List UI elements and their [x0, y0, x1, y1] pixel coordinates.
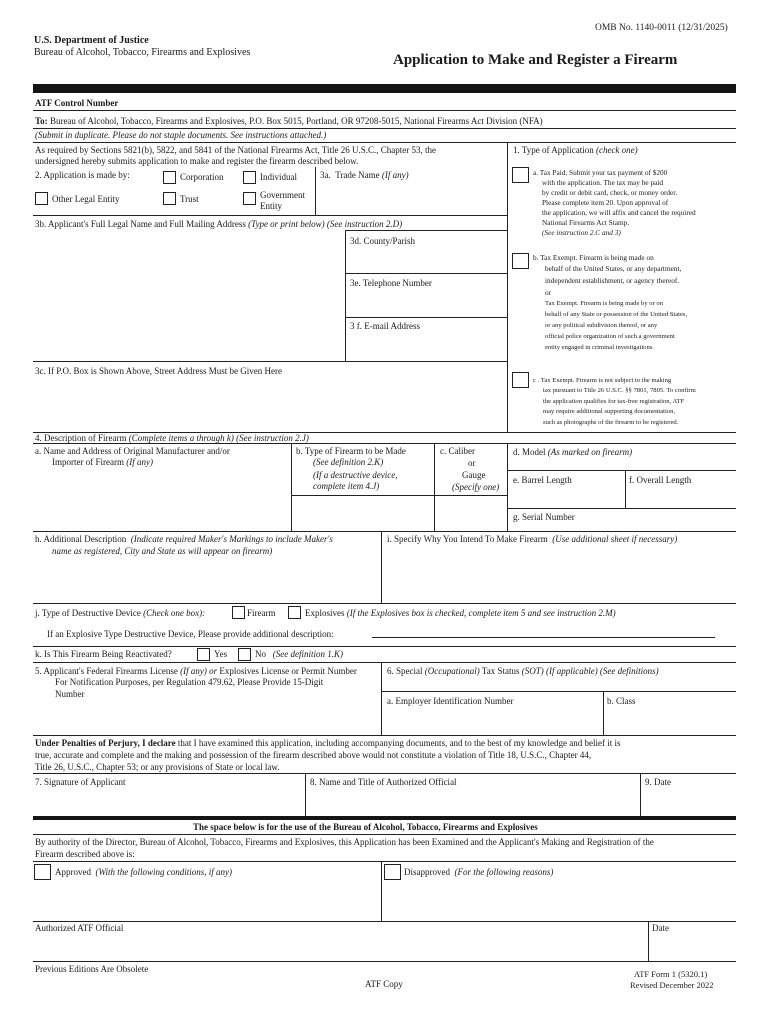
importer-note: (If any) — [126, 457, 153, 467]
tax-exempt-b-line: or any political subdivision thereof, or any — [545, 322, 658, 329]
divider — [291, 495, 507, 496]
divider — [507, 142, 508, 432]
corporation-label: Corporation — [180, 172, 224, 182]
entity-label: Entity — [260, 201, 282, 211]
destructive-device-label — [35, 608, 205, 619]
atf-official-label: Authorized ATF Official — [35, 923, 124, 933]
divider — [33, 110, 736, 111]
tax-paid-line: with the application. The tax may be paid — [542, 178, 664, 187]
signature-field[interactable] — [35, 790, 303, 814]
ffl-line-2: For Notification Purposes, per Regulation 479.62, Please Provide 15-Digit — [55, 677, 324, 687]
tax-exempt-b-line: behalf of the United States, or any department, — [545, 264, 682, 273]
tax-paid-checkbox[interactable] — [512, 167, 529, 183]
tax-exempt-b-line: b. Tax Exempt. Firearm is being made on — [533, 253, 654, 262]
telephone-label: 3e. Telephone Number — [350, 278, 432, 288]
obsolete-note: Previous Editions Are Obsolete — [35, 964, 149, 974]
disapproved-text: Disapproved — [404, 867, 450, 877]
divider — [33, 142, 736, 143]
reactivated-yes-checkbox[interactable] — [197, 648, 210, 661]
manufacturer-field[interactable] — [35, 470, 289, 528]
divider — [381, 662, 382, 735]
divider — [345, 317, 507, 318]
ffl-number-field[interactable] — [35, 702, 379, 732]
firearm-type-note: (See definition 2.K) — [313, 457, 384, 467]
type-of-application-note: (check one) — [595, 145, 638, 155]
atf-control-number-label: ATF Control Number — [35, 98, 119, 108]
ffl-or: or — [209, 666, 218, 676]
divider — [291, 443, 292, 531]
explosive-description-label: If an Explosive Type Destructive Device, Please provide additional description: — [47, 629, 334, 639]
tax-paid-line: the application, we will affix and cancel the required — [542, 208, 696, 217]
tax-paid-line: National Firearms Act Stamp. — [542, 218, 630, 227]
manufacturer-label: a. Name and Address of Original Manufacturer and/or — [35, 446, 230, 456]
to-label: To: — [35, 116, 48, 126]
page-title: Application to Make and Register a Firearm — [393, 52, 678, 68]
additional-description-label — [35, 534, 333, 545]
gauge-label: Gauge — [462, 470, 486, 480]
explosives-note: (If the Explosives box is checked, complete item 5 and see instruction 2.M) — [346, 608, 616, 618]
additional-description-field[interactable] — [35, 560, 379, 600]
sot-tax: Tax Status — [481, 666, 520, 676]
divider — [33, 861, 736, 862]
official-name-label: 8. Name and Title of Authorized Official — [310, 777, 457, 787]
divider — [345, 230, 507, 231]
atf-date-label: Date — [652, 923, 669, 933]
reactivated-no-checkbox[interactable] — [238, 648, 251, 661]
firearm-type-label: b. Type of Firearm to be Made — [296, 446, 406, 456]
class-label: b. Class — [607, 696, 636, 706]
sot-text: 6. Special — [387, 666, 423, 676]
divider — [381, 531, 382, 603]
tax-exempt-c-line: may require additional supporting documentation, — [543, 408, 676, 415]
divider — [434, 443, 435, 531]
tax-exempt-c-line: tax pursuant to Title 26 U.S.C. §§ 7801, 7805. To confirm — [543, 387, 696, 394]
ffl-note: (If any) — [180, 666, 207, 676]
atf-authority-line-1: By authority of the Director, Bureau of Alcohol, Tobacco, Firearms and Explosives, this Application has been Examined and the Applicant's Making and Registration of the — [35, 837, 654, 847]
county-parish-label: 3d. County/Parish — [350, 236, 416, 246]
explosives-text: Explosives — [305, 608, 345, 618]
divider — [33, 834, 736, 835]
firearm-type-note: complete item 4.J) — [313, 481, 380, 491]
perjury-line-3: Title 26, U.S.C., Chapter 53; or any provisions of State or local law. — [35, 762, 280, 772]
disapproved-label — [404, 867, 553, 878]
tax-exempt-b-line: entity engaged in criminal investigations. — [545, 344, 654, 351]
date-field[interactable] — [645, 790, 733, 814]
approved-label — [55, 867, 232, 878]
revision-date: Revised December 2022 — [630, 980, 714, 990]
divider — [507, 443, 508, 531]
caliber-label: c. Caliber — [440, 446, 475, 456]
atf-use-header: The space below is for the use of the Bureau of Alcohol, Tobacco, Firearms and Explosives — [193, 822, 538, 832]
firearm-type-field[interactable] — [293, 497, 433, 529]
street-address-field[interactable] — [35, 378, 505, 430]
divider — [345, 273, 507, 274]
ffl-line-3: Number — [55, 689, 85, 699]
trade-name-field[interactable] — [320, 183, 506, 213]
tax-exempt-b-line: or — [545, 288, 552, 297]
tax-exempt-c-line: such as photographs of the firearm to be registered. — [543, 419, 679, 426]
submit-note: (Submit in duplicate. Please do not staple documents. See instructions attached.) — [35, 130, 327, 140]
intro-line-2: undersigned hereby submits application to make and register the firearm described below. — [35, 156, 359, 166]
intro-line-1: As required by Sections 5821(b), 5822, and 5841 of the National Firearms Act, Title 26 U.S.C., Chapter 53, the — [35, 145, 436, 155]
tax-paid-line: Please complete item 20. Upon approval of — [542, 198, 669, 207]
perjury-text: that I have examined this application, including accompanying documents, and to the best of my knowledge and belief it is — [177, 738, 621, 748]
other-legal-entity-label: Other Legal Entity — [52, 194, 120, 204]
tax-exempt-not-subject-checkbox[interactable] — [512, 372, 529, 388]
header-rule — [33, 84, 736, 93]
tax-exempt-c-line: c . Tax Exempt. Firearm is not subject to the making — [533, 377, 672, 384]
reason-field[interactable] — [387, 548, 733, 600]
applicant-name-label — [35, 219, 402, 230]
caliber-note: (Specify one) — [452, 482, 500, 492]
tax-exempt-c-line: the application qualifies for tax-free registration, ATF — [543, 398, 685, 405]
sot-note: (SOT) (If applicable) (See definitions) — [521, 666, 659, 676]
sot-occ: (Occupational) — [424, 666, 480, 676]
ein-label: a. Employer Identification Number — [387, 696, 514, 706]
divider — [33, 361, 507, 362]
divider — [315, 167, 316, 215]
street-address-label: 3c. If P.O. Box is Shown Above, Street Address Must be Given Here — [35, 366, 282, 376]
disapproved-checkbox[interactable] — [384, 864, 401, 880]
applicant-name-note: (Type or print below) (See instruction 2.D) — [248, 219, 403, 229]
divider — [648, 921, 649, 961]
destructive-device-note: (Check one box): — [143, 608, 206, 618]
divider — [625, 470, 626, 508]
tax-exempt-government-checkbox[interactable] — [512, 253, 529, 269]
additional-description-text: h. Additional Description — [35, 534, 127, 544]
official-name-field[interactable] — [310, 790, 638, 814]
approved-text: Approved — [55, 867, 91, 877]
no-text: No — [255, 649, 266, 659]
reason-label — [387, 534, 677, 545]
email-label: 3 f. E-mail Address — [350, 321, 420, 331]
tax-exempt-b-line: independent establishment, or agency thereof. — [545, 276, 680, 285]
divider — [33, 921, 736, 922]
to-address: Bureau of Alcohol, Tobacco, Firearms and Explosives, P.O. Box 5015, Portland, OR 97208-5015, National Firearms Act Division (NFA) — [49, 116, 543, 126]
divider — [507, 508, 736, 509]
destructive-firearm-checkbox[interactable] — [232, 606, 245, 619]
reactivated-no-label — [255, 649, 343, 660]
tax-exempt-b-line: Tax Exempt. Firearm is being made by or on — [545, 300, 664, 307]
applicant-name-address-field[interactable] — [35, 232, 343, 360]
divider — [640, 773, 641, 816]
description-text: 4. Description of Firearm — [35, 433, 127, 443]
divider — [33, 215, 507, 216]
trust-label: Trust — [180, 194, 199, 204]
caliber-or: or — [468, 458, 476, 468]
type-of-application-label — [513, 145, 638, 156]
destructive-explosives-checkbox[interactable] — [288, 606, 301, 619]
model-text: d. Model — [513, 447, 546, 457]
ffl-explosives-text: Explosives License or Permit Number — [219, 666, 357, 676]
sot-label — [387, 666, 659, 677]
tax-paid-line: a. Tax Paid. Submit your tax payment of $200 — [533, 168, 668, 177]
reactivated-label: k. Is This Firearm Being Reactivated? — [35, 649, 172, 659]
bureau: Bureau of Alcohol, Tobacco, Firearms and Explosives — [34, 47, 251, 58]
reactivated-note: (See definition 1.K) — [272, 649, 343, 659]
trade-name-note: (If any) — [381, 170, 409, 180]
type-of-application-text: 1. Type of Application — [513, 145, 594, 155]
divider — [507, 470, 736, 471]
perjury-line-2: true, accurate and complete and the making and possession of the firearm described above would not constitute a violation of Title 18, U.S.C., Chapter 44, — [35, 750, 592, 760]
ffl-label — [35, 666, 357, 677]
corporation-checkbox[interactable] — [163, 171, 176, 184]
divider — [345, 230, 346, 361]
divider — [33, 961, 736, 962]
barrel-length-label: e. Barrel Length — [513, 475, 572, 485]
divider — [33, 646, 736, 647]
department: U.S. Department of Justice — [34, 35, 149, 46]
destructive-firearm-label: Firearm — [247, 608, 276, 618]
model-label — [513, 447, 632, 458]
omb-number: OMB No. 1140-0011 (12/31/2025) — [595, 23, 728, 33]
reason-note: (Use additional sheet if necessary) — [552, 534, 678, 544]
divider — [33, 662, 736, 663]
atf-copy: ATF Copy — [365, 979, 403, 989]
trade-name-label — [320, 170, 409, 181]
approved-checkbox[interactable] — [34, 864, 51, 880]
form-number: ATF Form 1 (5320.1) — [634, 969, 708, 979]
ffl-text: 5. Applicant's Federal Firearms License — [35, 666, 178, 676]
tax-paid-line: by credit or debit card, check, or money order. — [542, 188, 678, 197]
divider — [33, 603, 736, 604]
individual-label: Individual — [260, 172, 297, 182]
trade-name-text: Trade Name — [335, 170, 380, 180]
caliber-field[interactable] — [436, 497, 506, 529]
other-legal-entity-checkbox[interactable] — [35, 192, 48, 205]
model-note: (As marked on firearm) — [547, 447, 633, 457]
importer-label — [52, 457, 153, 468]
perjury-bold: Under Penalties of Perjury, I declare — [35, 738, 176, 748]
perjury-line-1 — [35, 738, 621, 749]
trust-checkbox[interactable] — [163, 192, 176, 205]
disapproved-note: (For the following reasons) — [454, 867, 554, 877]
item2-label: 2. Application is made by: — [35, 170, 130, 180]
overall-length-label: f. Overall Length — [629, 475, 692, 485]
divider — [33, 531, 736, 532]
divider — [33, 128, 736, 129]
reactivated-yes-label: Yes — [214, 649, 228, 659]
destructive-device-text: j. Type of Destructive Device — [35, 608, 141, 618]
destructive-explosives-label — [305, 608, 616, 619]
additional-description-note-2: name as registered, City and State as will appear on firearm) — [52, 546, 273, 556]
tax-exempt-b-line: behalf of any State or possession of the United States, — [545, 311, 688, 318]
divider — [33, 735, 736, 736]
additional-description-note: (Indicate required Maker's Markings to include Maker's — [130, 534, 333, 544]
government-entity-checkbox[interactable] — [243, 192, 256, 205]
signature-label: 7. Signature of Applicant — [35, 777, 126, 787]
reason-text: i. Specify Why You Intend To Make Firearm — [387, 534, 548, 544]
tax-exempt-b-line: official police organization of such a government — [545, 333, 675, 340]
divider — [603, 691, 604, 735]
serial-number-label: g. Serial Number — [513, 512, 575, 522]
approved-note: (With the following conditions, if any) — [95, 867, 232, 877]
explosive-description-field[interactable] — [372, 637, 715, 638]
section-rule — [33, 816, 736, 820]
item-number: 3a. — [320, 170, 331, 180]
atf-authority-line-2: Firearm described above is: — [35, 849, 135, 859]
applicant-name-text: 3b. Applicant's Full Legal Name and Full Mailing Address — [35, 219, 246, 229]
to-line — [35, 116, 543, 127]
divider — [33, 443, 736, 444]
firearm-type-note: (If a destructive device, — [313, 470, 398, 480]
description-note: (Complete items a through k) (See instruction 2.J) — [128, 433, 309, 443]
tax-paid-note: (See instruction 2.C and 3) — [542, 228, 621, 237]
divider — [381, 861, 382, 921]
divider — [305, 773, 306, 816]
government-label: Government — [260, 190, 305, 200]
date-label: 9. Date — [645, 777, 671, 787]
divider — [381, 691, 736, 692]
divider — [33, 773, 736, 774]
importer-text: Importer of Firearm — [52, 457, 124, 467]
individual-checkbox[interactable] — [243, 171, 256, 184]
